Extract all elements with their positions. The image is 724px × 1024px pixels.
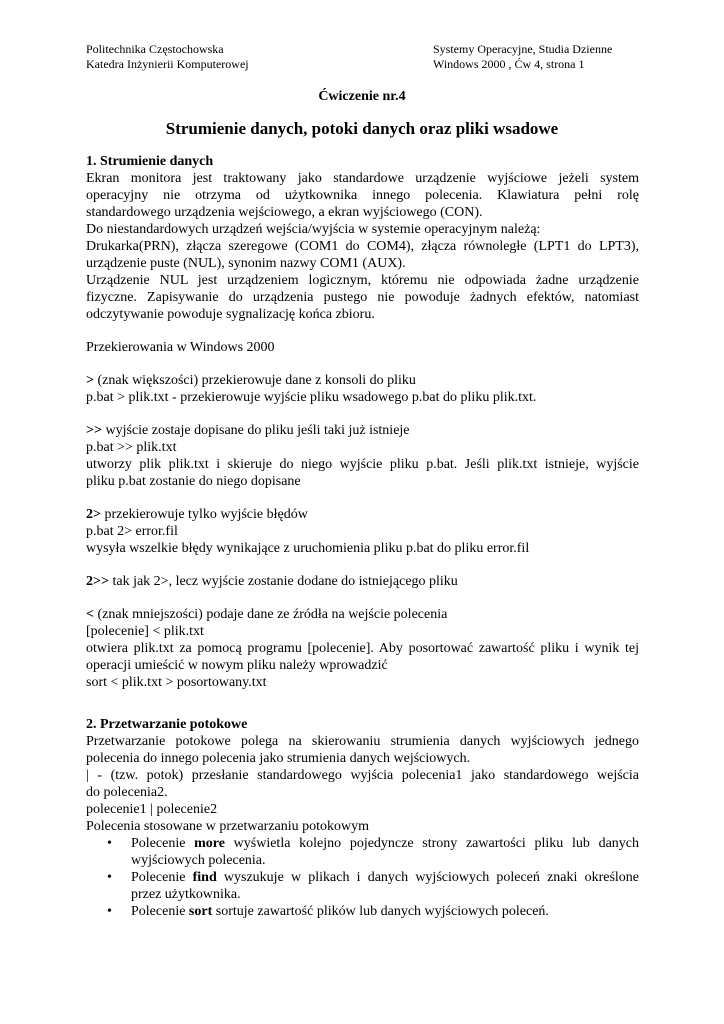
redirect-text: tak jak 2>, lecz wyjście zostanie dodane do istniejącego pliku — [108, 574, 458, 589]
department-name: Katedra Inżynierii Komputerowej — [86, 56, 249, 71]
list-item-text: wyszukuje w plikach i danych wyjściowych poleceń znaki określone — [216, 870, 640, 885]
redirect-example: sort < plik.txt > posortowany.txt — [86, 675, 267, 690]
redirect-stderr-append-desc — [86, 573, 639, 590]
section-1-heading: 1. Strumienie danych — [86, 154, 214, 169]
paragraph-line: standardowego urządzenia wejściowego, a ekran wyjściowego (CON). — [86, 205, 483, 220]
redirect-text: przekierowuje tylko wyjście błędów — [100, 507, 308, 522]
paragraph-line: operacyjny nie otrzyma od użytkownika innego polecenia. Klawiatura pełni rolę — [86, 188, 639, 203]
section-2-heading: 2. Przetwarzanie potokowe — [86, 717, 248, 732]
list-item — [86, 835, 639, 869]
list-item-prefix: Polecenie — [131, 836, 195, 851]
redirect-symbol: < — [86, 607, 94, 622]
redirect-example: p.bat > plik.txt - przekierowuje wyjście pliku wsadowego p.bat do pliku plik.txt. — [86, 390, 537, 405]
paragraph-line: otwiera plik.txt za pomocą programu [polecenie]. Aby posortować zawartość pliku i wynik tej — [86, 641, 639, 656]
redirect-text: (znak mniejszości) podaje dane ze źródła na wejście polecenia — [93, 607, 448, 622]
paragraph-line: pliku p.bat zostanie do niego dopisane — [86, 474, 301, 489]
list-item — [86, 903, 639, 920]
pipe-example: polecenie1 | polecenie2 — [86, 802, 218, 817]
paragraph-line: urządzenie puste (NUL), synonim nazwy COM1 (AUX). — [86, 256, 406, 271]
paragraph-line: Do niestandardowych urządzeń wejścia/wyjścia w systemie operacyjnym należą: — [86, 222, 541, 237]
redirect-input-desc — [86, 606, 639, 623]
paragraph-line: wysyła wszelkie błędy wynikające z uruchomienia pliku p.bat do pliku error.fil — [86, 541, 530, 556]
redirect-example: [polecenie] < plik.txt — [86, 624, 204, 639]
paragraph-line: odczytywanie powoduje sygnalizację końca zbioru. — [86, 307, 375, 322]
redirect-text: (znak większości) przekierowuje dane z konsoli do pliku — [93, 373, 416, 388]
command-name: find — [192, 870, 217, 885]
redirect-symbol: 2>> — [86, 574, 109, 589]
redirect-example: p.bat 2> error.fil — [86, 524, 178, 539]
list-item-line: wyjściowych polecenia. — [131, 853, 266, 868]
paragraph-line: | - (tzw. potok) przesłanie standardowego wyjścia polecenia1 jako standardowego wejścia — [86, 768, 639, 783]
exercise-number: Ćwiczenie nr.4 — [318, 89, 406, 104]
command-name: more — [194, 836, 225, 851]
header-right — [433, 42, 612, 71]
paragraph-line: Polecenia stosowane w przetwarzaniu potokowym — [86, 819, 370, 834]
paragraph-line: Ekran monitora jest traktowany jako standardowe urządzenie wyjściowe jeżeli system — [86, 171, 639, 186]
list-item-prefix: Polecenie — [131, 870, 193, 885]
page-info: Windows 2000 , Ćw 4, strona 1 — [433, 56, 585, 71]
redirect-text: wyjście zostaje dopisane do pliku jeśli taki już istnieje — [101, 423, 410, 438]
command-name: sort — [188, 904, 213, 919]
paragraph-line: do polecenia2. — [86, 785, 168, 800]
list-item-text: sortuje zawartość plików lub danych wyjściowych poleceń. — [212, 904, 549, 919]
paragraph-line: Urządzenie NUL jest urządzeniem logicznym, któremu nie odpowiada żadne urządzenie — [86, 273, 639, 288]
redirect-symbol: >> — [86, 423, 102, 438]
university-name: Politechnika Częstochowska — [86, 42, 224, 56]
redirect-gt-desc — [86, 372, 639, 389]
paragraph-line: polecenia do innego polecenia jako strumienia danych wejściowych. — [86, 751, 471, 766]
list-item-line: przez użytkownika. — [131, 887, 241, 902]
list-item-line — [131, 903, 639, 920]
paragraph-line: Drukarka(PRN), złącza szeregowe (COM1 do COM4), złącza równoległe (LPT1 do LPT3), — [86, 239, 639, 254]
document-title: Strumienie danych, potoki danych oraz pliki wsadowe — [165, 119, 559, 138]
redirect-symbol: > — [86, 373, 94, 388]
paragraph-line: fizyczne. Zapisywanie do urządzenia pustego nie powoduje żadnych efektów, natomiast — [86, 290, 639, 305]
paragraph-line: operacji umieścić w nowym pliku należy wprowadzić — [86, 658, 388, 673]
redirections-heading: Przekierowania w Windows 2000 — [86, 340, 275, 355]
header-left — [86, 42, 249, 71]
list-item — [86, 869, 639, 903]
paragraph-line: Przetwarzanie potokowe polega na skierowaniu strumienia danych wyjściowych jednego — [86, 734, 639, 749]
pipe-commands-list — [86, 835, 639, 920]
redirect-append-desc — [86, 422, 639, 439]
list-item-line — [131, 869, 639, 886]
course-name: Systemy Operacyjne, Studia Dzienne — [433, 42, 613, 56]
document-body — [86, 153, 639, 920]
list-item-prefix: Polecenie — [131, 904, 189, 919]
redirect-example: p.bat >> plik.txt — [86, 440, 177, 455]
redirect-symbol: 2> — [86, 507, 101, 522]
list-item-line — [131, 835, 639, 852]
list-item-text: wyświetla kolejno pojedyncze strony zawartości pliku lub danych — [224, 836, 639, 851]
paragraph-line: utworzy plik plik.txt i skieruje do niego wyjście pliku p.bat. Jeśli plik.txt istnieje, wyjście — [86, 457, 639, 472]
redirect-stderr-desc — [86, 506, 639, 523]
